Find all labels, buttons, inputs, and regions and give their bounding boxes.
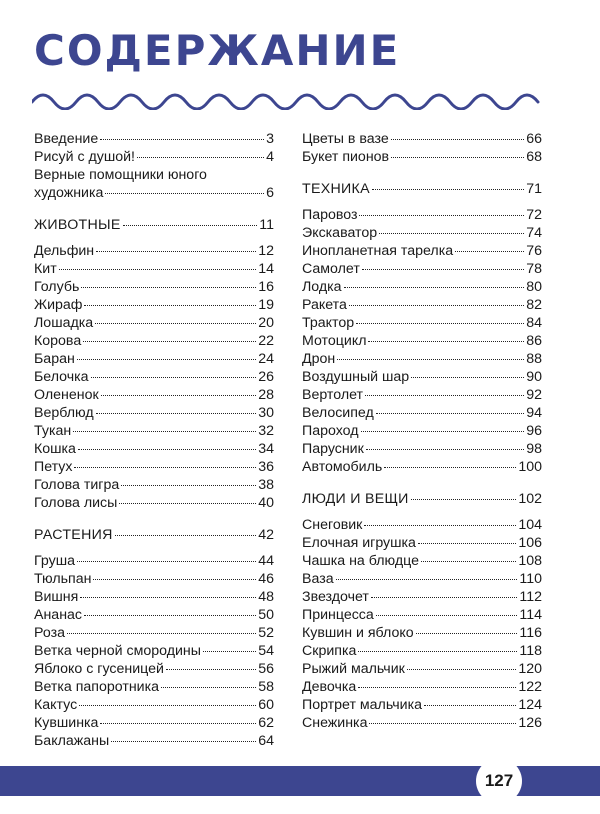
page-title: СОДЕРЖАНИЕ: [34, 26, 401, 75]
dot-leader: [368, 341, 524, 342]
toc-entry[interactable]: [34, 314, 274, 332]
dot-leader: [376, 413, 524, 414]
toc-entry[interactable]: [302, 696, 542, 714]
section-label: ЛЮДИ И ВЕЩИ: [302, 491, 409, 507]
dot-leader: [84, 615, 256, 616]
toc-entry[interactable]: [34, 696, 274, 714]
toc-entry-page: 122: [518, 679, 542, 695]
toc-entry-page: 44: [258, 553, 274, 569]
toc-entry-page: 72: [526, 207, 542, 223]
dot-leader: [418, 543, 516, 544]
toc-entry[interactable]: [302, 678, 542, 696]
toc-entry-label: Кувшин и яблоко: [302, 625, 414, 641]
toc-entry-label: Мотоцикл: [302, 333, 367, 349]
toc-entry-page: 106: [518, 535, 542, 551]
toc-entry-page: 50: [258, 607, 274, 623]
toc-entry[interactable]: [302, 224, 542, 242]
toc-entry-page: 80: [526, 279, 542, 295]
toc-entry-page: 68: [526, 149, 542, 165]
dot-leader: [365, 395, 524, 396]
toc-entry-label: Ваза: [302, 571, 334, 587]
toc-entry[interactable]: [34, 678, 274, 696]
toc-entry-page: 19: [258, 297, 274, 313]
toc-entry[interactable]: [34, 714, 274, 732]
toc-entry[interactable]: [302, 314, 542, 332]
toc-entry[interactable]: [34, 350, 274, 368]
toc-entry-label: Лодка: [302, 279, 342, 295]
dot-leader: [77, 561, 256, 562]
toc-entry[interactable]: [34, 458, 274, 476]
toc-entry-label: Ракета: [302, 297, 347, 313]
dot-leader: [424, 705, 516, 706]
toc-entry-label: Воздушный шар: [302, 369, 410, 385]
toc-entry-page: 34: [258, 441, 274, 457]
toc-entry-page: 64: [258, 733, 274, 749]
dot-leader: [93, 579, 256, 580]
toc-entry[interactable]: [302, 422, 542, 440]
dot-leader: [101, 395, 257, 396]
toc-entry-label: Баклажаны: [34, 733, 110, 749]
toc-entry-label: Ветка папоротника: [34, 679, 160, 695]
toc-entry-label: Корова: [34, 333, 82, 349]
dot-leader: [115, 535, 257, 536]
dot-leader: [391, 139, 524, 140]
toc-entry-page: 94: [526, 405, 542, 421]
dot-leader: [416, 633, 518, 634]
toc-entry-label: Снеговик: [302, 517, 363, 533]
dot-leader: [137, 157, 264, 158]
toc-entry[interactable]: [302, 606, 542, 624]
toc-entry[interactable]: [302, 386, 542, 404]
toc-entry-page: 6: [266, 185, 274, 201]
dot-leader: [77, 359, 256, 360]
toc-entry-page: 62: [258, 715, 274, 731]
dot-leader: [73, 431, 256, 432]
toc-entry-page: 30: [258, 405, 274, 421]
toc-entry[interactable]: [302, 130, 542, 148]
section-label: РАСТЕНИЯ: [34, 527, 113, 543]
toc-entry-page: 76: [526, 243, 542, 259]
toc-entry-label: Тюльпан: [34, 571, 92, 587]
toc-entry-label: Снежинка: [302, 715, 368, 731]
toc-entry-page: 90: [526, 369, 542, 385]
toc-entry-page: 56: [258, 661, 274, 677]
section-label: ТЕХНИКА: [302, 181, 370, 197]
toc-entry[interactable]: [34, 732, 274, 750]
toc-entry-label: Баран: [34, 351, 75, 367]
toc-entry-page: 100: [518, 459, 542, 475]
toc-entry-page: 60: [258, 697, 274, 713]
dot-leader: [359, 215, 524, 216]
toc-entry-page: 52: [258, 625, 274, 641]
toc-entry-page: 98: [526, 441, 542, 457]
toc-entry-label: Инопланетная тарелка: [302, 243, 454, 259]
dot-leader: [362, 269, 524, 270]
toc-entry-page: 86: [526, 333, 542, 349]
toc-entry[interactable]: [34, 332, 274, 350]
dot-leader: [376, 615, 518, 616]
dot-leader: [411, 499, 517, 500]
toc-entry[interactable]: [34, 166, 274, 202]
toc-entry-page: 124: [518, 697, 542, 713]
toc-entry-label: Голова лисы: [34, 495, 118, 511]
toc-entry[interactable]: [302, 242, 542, 260]
toc-entry-page: 14: [258, 261, 274, 277]
toc-entry-label: Вертолет: [302, 387, 364, 403]
toc-entry-label: Роза: [34, 625, 65, 641]
toc-entry[interactable]: [302, 296, 542, 314]
page-number: 127: [476, 758, 522, 804]
toc-entry-label: Ананас: [34, 607, 83, 623]
dot-leader: [79, 705, 256, 706]
dot-leader: [74, 467, 256, 468]
toc-entry-label: Велосипед: [302, 405, 374, 421]
toc-entry-page: 71: [526, 181, 542, 197]
toc-entry-page: 40: [258, 495, 274, 511]
dot-leader: [96, 413, 257, 414]
dot-leader: [119, 503, 256, 504]
toc-entry[interactable]: [302, 534, 542, 552]
toc-entry-page: 82: [526, 297, 542, 313]
toc-entry-page: 104: [518, 517, 542, 533]
toc-entry-page: 28: [258, 387, 274, 403]
toc-entry-label: Букет пионов: [302, 149, 390, 165]
toc-entry[interactable]: [34, 386, 274, 404]
dot-leader: [96, 251, 256, 252]
dot-leader: [364, 525, 516, 526]
dot-leader: [80, 597, 256, 598]
dot-leader: [358, 651, 517, 652]
dot-leader: [67, 633, 256, 634]
dot-leader: [379, 233, 524, 234]
toc-entry[interactable]: [34, 624, 274, 642]
toc-entry-label: Цветы в вазе: [302, 131, 389, 147]
dot-leader: [371, 597, 517, 598]
toc-entry-label: Звездочет: [302, 589, 369, 605]
toc-entry-label: Голубь: [34, 279, 80, 295]
toc-entry[interactable]: [34, 148, 274, 166]
toc-entry-page: 20: [258, 315, 274, 331]
toc-entry[interactable]: [302, 368, 542, 386]
toc-entry-page: 96: [526, 423, 542, 439]
dot-leader: [95, 323, 256, 324]
toc-entry-page: 3: [266, 131, 274, 147]
dot-leader: [59, 269, 257, 270]
toc-entry-label-line2: художника: [34, 185, 104, 201]
toc-entry-label: Елочная игрушка: [302, 535, 416, 551]
dot-leader: [100, 723, 256, 724]
toc-entry-label: Кактус: [34, 697, 78, 713]
dot-leader: [356, 323, 524, 324]
toc-entry[interactable]: [302, 404, 542, 422]
dot-leader: [337, 359, 524, 360]
toc-entry[interactable]: [302, 660, 542, 678]
toc-entry-page: 54: [258, 643, 274, 659]
toc-entry-page: 112: [519, 589, 542, 605]
section-label: ЖИВОТНЫЕ: [34, 217, 121, 233]
toc-entry[interactable]: [34, 278, 274, 296]
toc-entry-page: 48: [258, 589, 274, 605]
toc-entry[interactable]: [34, 260, 274, 278]
wavy-divider: [32, 84, 542, 110]
toc-entry-page: 120: [518, 661, 542, 677]
dot-leader: [111, 741, 256, 742]
toc-entry-label: Кошка: [34, 441, 76, 457]
toc-entry[interactable]: [302, 570, 542, 588]
dot-leader: [166, 669, 256, 670]
toc-entry[interactable]: [302, 552, 542, 570]
toc-entry[interactable]: [34, 570, 274, 588]
toc-entry[interactable]: [34, 606, 274, 624]
toc-entry[interactable]: [34, 440, 274, 458]
toc-entry-page: 118: [519, 643, 542, 659]
dot-leader: [421, 561, 516, 562]
toc-right-column: [302, 130, 542, 732]
toc-entry-label: Груша: [34, 553, 75, 569]
toc-entry[interactable]: [34, 476, 274, 494]
toc-entry-page: 26: [258, 369, 274, 385]
dot-leader: [455, 251, 524, 252]
toc-entry-page: 74: [526, 225, 542, 241]
toc-entry-page: 12: [258, 243, 274, 259]
toc-entry-page: 22: [258, 333, 274, 349]
toc-entry[interactable]: [302, 350, 542, 368]
toc-entry[interactable]: [302, 714, 542, 732]
toc-section-heading[interactable]: [302, 180, 542, 198]
toc-entry-label: Яблоко с гусеницей: [34, 661, 164, 677]
toc-entry-label: Автомобиль: [302, 459, 383, 475]
toc-entry-label-line1: Верные помощники юного: [34, 167, 207, 183]
toc-entry-label: Кит: [34, 261, 57, 277]
dot-leader: [361, 431, 525, 432]
toc-entry-page: 114: [519, 607, 542, 623]
toc-entry-label: Портрет мальчика: [302, 697, 423, 713]
toc-entry-page: 102: [518, 491, 542, 507]
toc-entry-label: Олененок: [34, 387, 99, 403]
toc-entry-label: Лошадка: [34, 315, 94, 331]
toc-entry[interactable]: [34, 660, 274, 678]
dot-leader: [84, 305, 256, 306]
dot-leader: [121, 485, 256, 486]
toc-entry-label: Белочка: [34, 369, 89, 385]
toc-entry[interactable]: [302, 260, 542, 278]
toc-entry-label: Ветка черной смородины: [34, 643, 201, 659]
toc-entry-label: Чашка на блюдце: [302, 553, 419, 569]
toc-entry-label: Жираф: [34, 297, 83, 313]
toc-entry[interactable]: [34, 296, 274, 314]
toc-entry[interactable]: [34, 368, 274, 386]
dot-leader: [372, 189, 524, 190]
toc-section-heading[interactable]: [34, 216, 274, 234]
toc-entry[interactable]: [302, 148, 542, 166]
dot-leader: [100, 139, 264, 140]
dot-leader: [161, 687, 256, 688]
toc-entry-page: 32: [258, 423, 274, 439]
toc-entry-label: Девочка: [302, 679, 357, 695]
toc-entry-page: 84: [526, 315, 542, 331]
toc-entry[interactable]: [34, 130, 274, 148]
toc-entry-page: 66: [526, 131, 542, 147]
dot-leader: [384, 467, 516, 468]
toc-entry-page: 11: [259, 217, 274, 233]
dot-leader: [407, 669, 516, 670]
toc-entry-label: Рыжий мальчик: [302, 661, 405, 677]
toc-entry-label: Кувшинка: [34, 715, 99, 731]
dot-leader: [411, 377, 524, 378]
dot-leader: [123, 225, 258, 226]
toc-entry-label: Петух: [34, 459, 73, 475]
toc-entry-label: Дрон: [302, 351, 336, 367]
toc-entry-label: Пароход: [302, 423, 359, 439]
toc-entry[interactable]: [34, 422, 274, 440]
toc-entry-label: Верблюд: [34, 405, 94, 421]
dot-leader: [358, 687, 516, 688]
toc-entry-label: Экскаватор: [302, 225, 378, 241]
toc-entry[interactable]: [34, 588, 274, 606]
toc-entry-page: 36: [258, 459, 274, 475]
toc-entry[interactable]: [34, 642, 274, 660]
dot-leader: [391, 157, 524, 158]
toc-entry-page: 88: [526, 351, 542, 367]
toc-entry[interactable]: [302, 516, 542, 534]
toc-entry[interactable]: [302, 440, 542, 458]
toc-entry-page: 46: [258, 571, 274, 587]
toc-entry-page: 58: [258, 679, 274, 695]
toc-entry[interactable]: [302, 206, 542, 224]
toc-entry[interactable]: [302, 278, 542, 296]
toc-entry-page: 38: [258, 477, 274, 493]
toc-entry-page: 126: [518, 715, 542, 731]
dot-leader: [369, 723, 516, 724]
dot-leader: [203, 651, 256, 652]
toc-entry-page: 110: [519, 571, 542, 587]
toc-entry[interactable]: [302, 588, 542, 606]
toc-left-column: [34, 130, 274, 750]
toc-entry-label: Самолет: [302, 261, 360, 277]
toc-entry-label: Паровоз: [302, 207, 358, 223]
toc-entry[interactable]: [302, 624, 542, 642]
toc-entry-label: Вишня: [34, 589, 79, 605]
dot-leader: [91, 377, 257, 378]
toc-entry-label: Скрипка: [302, 643, 357, 659]
dot-leader: [366, 449, 524, 450]
toc-entry-page: 4: [266, 149, 274, 165]
toc-entry-label: Тукан: [34, 423, 72, 439]
toc-entry-label: Парусник: [302, 441, 364, 457]
toc-entry[interactable]: [34, 404, 274, 422]
toc-entry-label: Рисуй с душой!: [34, 149, 135, 165]
toc-entry-page: 78: [526, 261, 542, 277]
dot-leader: [78, 449, 256, 450]
dot-leader: [336, 579, 518, 580]
toc-section-heading[interactable]: [34, 526, 274, 544]
dot-leader: [349, 305, 524, 306]
toc-entry-page: 24: [258, 351, 274, 367]
toc-entry-label: Введение: [34, 131, 99, 147]
toc-entry-page: 42: [258, 527, 274, 543]
toc-entry[interactable]: [34, 552, 274, 570]
dot-leader: [344, 287, 525, 288]
toc-entry-label: Дельфин: [34, 243, 95, 259]
toc-entry-page: 92: [526, 387, 542, 403]
toc-entry-label: Голова тигра: [34, 477, 120, 493]
toc-section-heading[interactable]: [302, 490, 542, 508]
toc-entry[interactable]: [302, 458, 542, 476]
toc-entry[interactable]: [302, 642, 542, 660]
toc-entry-page: 116: [519, 625, 542, 641]
toc-entry[interactable]: [34, 242, 274, 260]
toc-entry[interactable]: [34, 494, 274, 512]
toc-entry-page: 16: [258, 279, 274, 295]
toc-entry-label: Принцесса: [302, 607, 374, 623]
toc-entry[interactable]: [302, 332, 542, 350]
toc-entry-label: Трактор: [302, 315, 355, 331]
dot-leader: [105, 193, 264, 194]
dot-leader: [81, 287, 256, 288]
dot-leader: [83, 341, 256, 342]
toc-entry-page: 108: [518, 553, 542, 569]
